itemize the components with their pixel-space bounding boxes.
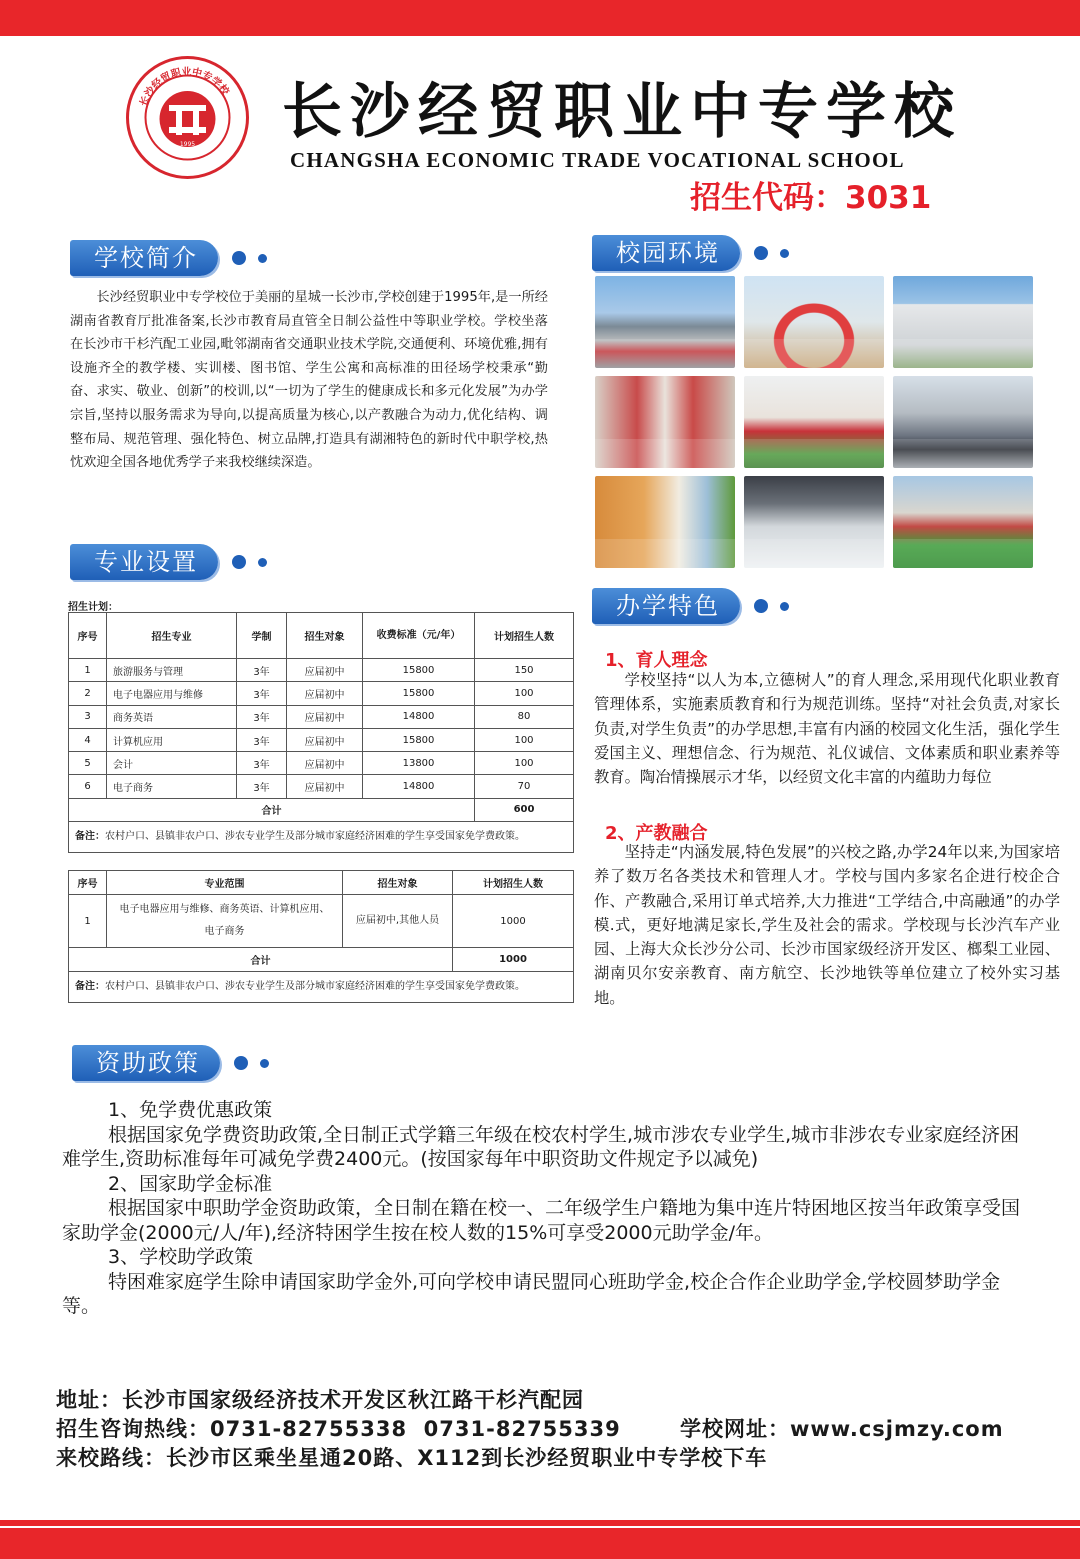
training-photo bbox=[893, 376, 1033, 468]
col-header: 招生对象 bbox=[343, 871, 453, 895]
cell: 3年 bbox=[237, 728, 287, 751]
bullet-dot-icon bbox=[260, 1059, 269, 1068]
bullet-dot-icon bbox=[232, 251, 246, 265]
cell: 1 bbox=[69, 895, 107, 948]
table-row bbox=[69, 728, 574, 751]
aid-heading-3: 3、学校助学政策 bbox=[108, 1246, 254, 1268]
section-features-heading bbox=[592, 588, 789, 624]
section-title: 办学特色 bbox=[592, 588, 740, 624]
bullet-dot-icon bbox=[754, 599, 768, 613]
cell: 电子电器应用与维修、商务英语、计算机应用、电子商务 bbox=[107, 895, 343, 948]
col-header: 序号 bbox=[69, 613, 107, 659]
section-intro-heading bbox=[70, 240, 267, 276]
cell: 商务英语 bbox=[107, 705, 237, 728]
route-line: 来校路线：长沙市区乘坐星通20路、X112到长沙经贸职业中专学校下车 bbox=[56, 1446, 768, 1470]
cell: 应届初中 bbox=[287, 728, 363, 751]
cell: 3年 bbox=[237, 659, 287, 682]
cell: 100 bbox=[475, 682, 574, 705]
section-title: 资助政策 bbox=[72, 1045, 220, 1081]
cell: 100 bbox=[475, 752, 574, 775]
website-line[interactable]: 学校网址：www.csjmzy.com bbox=[680, 1417, 1004, 1441]
total-value: 1000 bbox=[453, 948, 574, 972]
col-header: 招生专业 bbox=[107, 613, 237, 659]
aid-heading-1: 1、免学费优惠政策 bbox=[108, 1099, 273, 1121]
cell: 应届初中 bbox=[287, 705, 363, 728]
note-row bbox=[69, 972, 574, 1003]
cell: 3 bbox=[69, 705, 107, 728]
cell: 80 bbox=[475, 705, 574, 728]
cell: 3年 bbox=[237, 752, 287, 775]
cell: 3年 bbox=[237, 705, 287, 728]
table-row bbox=[69, 682, 574, 705]
note-label: 备注： bbox=[75, 831, 105, 843]
cell: 6 bbox=[69, 775, 107, 798]
col-header: 学制 bbox=[237, 613, 287, 659]
logo-year: 1995 bbox=[179, 141, 196, 148]
cell: 150 bbox=[475, 659, 574, 682]
col-header: 收费标准（元/年） bbox=[363, 613, 475, 659]
enrollment-table-2 bbox=[68, 870, 574, 1003]
section-title: 专业设置 bbox=[70, 544, 218, 580]
logo-ring-text: 长沙经贸职业中专学校 bbox=[138, 66, 231, 108]
cell: 2 bbox=[69, 682, 107, 705]
cell: 应届初中 bbox=[287, 682, 363, 705]
bullet-dot-icon bbox=[258, 254, 267, 263]
aid-text-3: 特困难家庭学生除申请国家助学金外,可向学校申请民盟同心班助学金,校企合作企业助学金,学校圆梦助学金等。 bbox=[62, 1270, 1001, 1317]
cell: 旅游服务与管理 bbox=[107, 659, 237, 682]
aid-text-1: 根据国家免学费资助政策,全日制正式学籍三年级在校农村学生,城市涉农专业学生,城市非涉农专业家庭经济困难学生,资助标准每年可减免学费2400元。(按国家每年中职资助文件规定予以减免) bbox=[62, 1123, 1020, 1170]
total-row bbox=[69, 798, 574, 821]
section-title: 校园环境 bbox=[592, 235, 740, 271]
note-row bbox=[69, 822, 574, 853]
cell: 5 bbox=[69, 752, 107, 775]
col-header: 专业范围 bbox=[107, 871, 343, 895]
bullet-dot-icon bbox=[780, 249, 789, 258]
note-label: 备注： bbox=[75, 981, 105, 992]
section-aid-heading bbox=[72, 1045, 269, 1081]
table-row bbox=[69, 659, 574, 682]
campus-gate-photo bbox=[595, 276, 735, 368]
cell: 100 bbox=[475, 728, 574, 751]
section-campus-heading bbox=[592, 235, 789, 271]
campus-photo-grid bbox=[595, 276, 1035, 568]
cell: 14800 bbox=[363, 775, 475, 798]
feature-heading-1: 1、育人理念 bbox=[605, 650, 708, 671]
section-title: 学校简介 bbox=[70, 240, 218, 276]
aid-text-2: 根据国家中职助学金资助政策，全日制在籍在校一、二年级学生户籍地为集中连片特困地区按当年政策享受国家助学金(2000元/人/年),经济特困学生按在校人数的15%可享受2000元助学金/年。 bbox=[62, 1197, 1021, 1244]
cell: 4 bbox=[69, 728, 107, 751]
bullet-dot-icon bbox=[234, 1056, 248, 1070]
cell: 电子商务 bbox=[107, 775, 237, 798]
table-row bbox=[69, 705, 574, 728]
cell: 计算机应用 bbox=[107, 728, 237, 751]
building-photo bbox=[893, 276, 1033, 368]
cell: 应届初中 bbox=[287, 752, 363, 775]
note-text: 农村户口、县镇非农户口、涉农专业学生及部分城市家庭经济困难的学生享受国家免学费政策。 bbox=[105, 981, 525, 992]
enrollment-table bbox=[68, 612, 574, 853]
bottom-red-bar bbox=[0, 1520, 1080, 1559]
cell: 1000 bbox=[453, 895, 574, 948]
cell: 电子电器应用与维修 bbox=[107, 682, 237, 705]
feature-heading-2: 2、产教融合 bbox=[605, 823, 708, 844]
total-label: 合计 bbox=[69, 798, 475, 821]
school-logo-icon bbox=[125, 55, 250, 180]
cell: 会计 bbox=[107, 752, 237, 775]
feature-text-1: 学校坚持“以人为本,立德树人”的育人理念,采用现代化职业教育管理体系，实施素质教育和行为规范训练。坚持“对社会负责,对家长负责,对学生负责”的办学思想,丰富有内涵的校园文化生活，强化学生爱国主义、理想信念、行为规范、礼仪诚信、文体素质和职业素养等教育。陶冶情操展示才华，以经贸文化丰富的内蕴助力每位 bbox=[594, 671, 1060, 787]
school-intro-text: 长沙经贸职业中专学校位于美丽的星城一长沙市,学校创建于1995年,是一所经湖南省教育厅批准备案,长沙市教育局直管全日制公益性中等职业学校。学校坐落在长沙市干杉汽配工业园,毗邻湖南省交通职业技术学院,交通便利、环境优雅,拥有设施齐全的教学楼、实训楼、图书馆、学生公寓和高标准的田径场学校秉承“勤奋、求实、敬业、创新”的校训,以“一切为了学生的健康成长和多元化发展”为办学宗旨,坚持以服务需求为导向,以提高质量为核心,以产教融合为动力,优化结构、调整布局、规范管理、强化特色、树立品牌,打造具有湖湘特色的新时代中职学校,热忱欢迎全国各地优秀学子来我校继续深造。 bbox=[70, 290, 548, 471]
cell: 15800 bbox=[363, 659, 475, 682]
classroom-photo bbox=[595, 376, 735, 468]
note-text: 农村户口、县镇非农户口、涉农专业学生及部分城市家庭经济困难的学生享受国家免学费政策。 bbox=[105, 831, 525, 843]
col-header: 序号 bbox=[69, 871, 107, 895]
cell: 15800 bbox=[363, 682, 475, 705]
address-line: 地址：长沙市国家级经济技术开发区秋江路干杉汽配园 bbox=[56, 1388, 584, 1412]
feature-text-2: 坚持走“内涵发展,特色发展”的兴校之路,办学24年以来,为国家培养了数万名各类技术和管理人才。学校与国内多家名企进行校企合作、产教融合,采用订单式培养,大力推进“工学结合,中高融通”的办学模.式，更好地满足家长,学生及社会的需求。学校现与长沙汽车产业园、上海大众长沙分公司、长沙市国家级经济开发区、榔梨工业园、湖南贝尔安亲教育、南方航空、长沙地铁等单位建立了校外实习基地。 bbox=[594, 843, 1060, 1007]
courtyard-photo bbox=[744, 376, 884, 468]
cell: 70 bbox=[475, 775, 574, 798]
computer-lab-photo bbox=[744, 476, 884, 568]
bullet-dot-icon bbox=[754, 246, 768, 260]
enrollment-plan-label: 招生计划： bbox=[68, 602, 118, 613]
section-majors-heading bbox=[70, 544, 267, 580]
col-header: 招生对象 bbox=[287, 613, 363, 659]
table-row bbox=[69, 752, 574, 775]
col-header: 计划招生人数 bbox=[475, 613, 574, 659]
note-cell bbox=[69, 972, 574, 1003]
bullet-dot-icon bbox=[258, 558, 267, 567]
bullet-dot-icon bbox=[780, 602, 789, 611]
note-cell bbox=[69, 822, 574, 853]
cell: 14800 bbox=[363, 705, 475, 728]
total-row bbox=[69, 948, 574, 972]
cell: 应届初中,其他人员 bbox=[343, 895, 453, 948]
cell: 3年 bbox=[237, 682, 287, 705]
school-name-en: CHANGSHA ECONOMIC TRADE VOCATIONAL SCHOOL bbox=[290, 148, 905, 172]
enrollment-code: 招生代码：3031 bbox=[690, 180, 932, 216]
arch-photo bbox=[744, 276, 884, 368]
field-photo bbox=[893, 476, 1033, 568]
total-label: 合计 bbox=[69, 948, 453, 972]
school-name-cn: 长沙经贸职业中专学校 bbox=[282, 77, 962, 147]
aid-policy-block bbox=[62, 1098, 1032, 1319]
table-header-row bbox=[69, 871, 574, 895]
total-value: 600 bbox=[475, 798, 574, 821]
table-header-row bbox=[69, 613, 574, 659]
col-header: 计划招生人数 bbox=[453, 871, 574, 895]
cell: 13800 bbox=[363, 752, 475, 775]
cell: 应届初中 bbox=[287, 775, 363, 798]
cell: 1 bbox=[69, 659, 107, 682]
table-row bbox=[69, 775, 574, 798]
hotline-line: 招生咨询热线：0731-82755338 0731-82755339 bbox=[56, 1417, 621, 1441]
aid-heading-2: 2、国家助学金标准 bbox=[108, 1172, 273, 1195]
bullet-dot-icon bbox=[232, 555, 246, 569]
cell: 3年 bbox=[237, 775, 287, 798]
cell: 应届初中 bbox=[287, 659, 363, 682]
top-red-bar bbox=[0, 0, 1080, 36]
tower-photo bbox=[595, 476, 735, 568]
cell: 15800 bbox=[363, 728, 475, 751]
table-row bbox=[69, 895, 574, 948]
